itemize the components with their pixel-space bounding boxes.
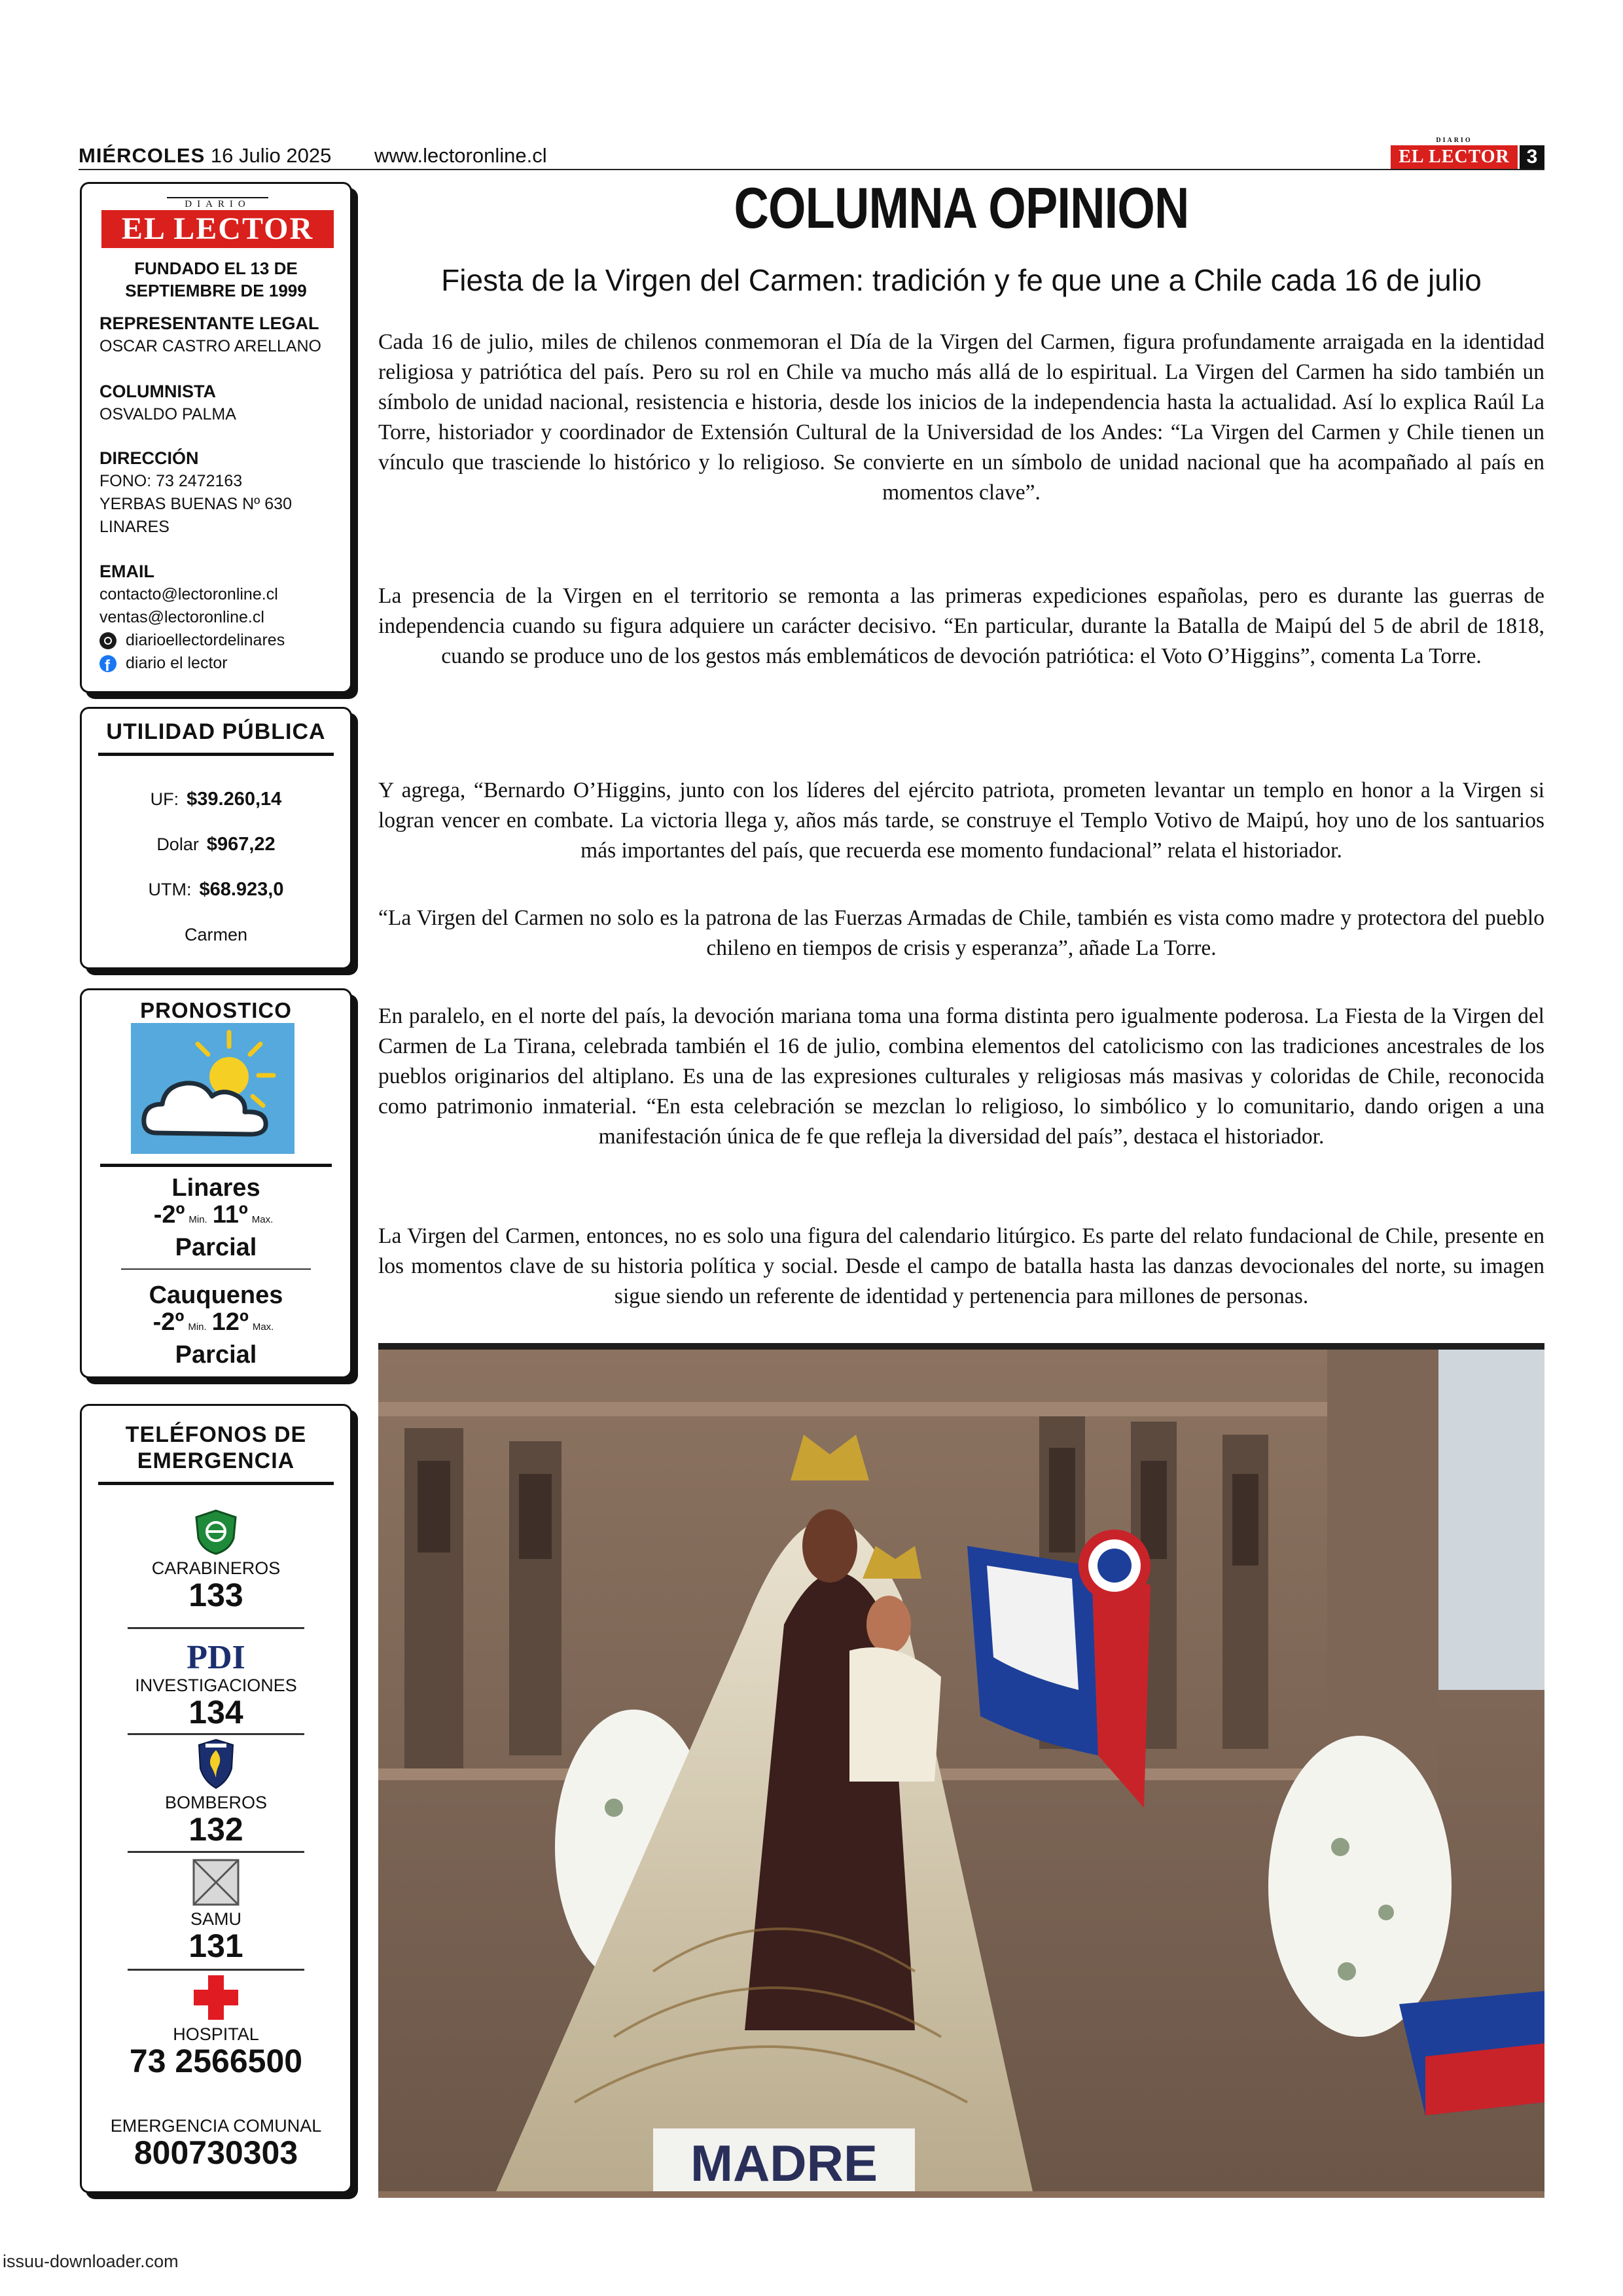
city-sky: Parcial — [175, 1234, 257, 1261]
hospital-number[interactable]: 73 2566500 — [129, 2043, 303, 2079]
direccion-phone: FONO: 73 2472163 — [99, 472, 243, 490]
header-weekday: MIÉRCOLES — [79, 144, 205, 167]
samu-number[interactable]: 131 — [188, 1928, 243, 1964]
logo-diario-tag: DIARIO — [167, 197, 268, 210]
telefonos-title — [82, 1422, 350, 1474]
uf-row — [82, 789, 350, 810]
direccion-label: DIRECCIÓN — [99, 448, 199, 468]
city-temps — [82, 1308, 350, 1341]
emergencia-comunal-number[interactable]: 800730303 — [134, 2134, 298, 2171]
uf-label: UF: — [150, 789, 179, 809]
city-name: Cauquenes — [149, 1282, 283, 1309]
pronostico-rule — [100, 1164, 332, 1167]
header-url[interactable]: www.lectoronline.cl — [374, 144, 547, 167]
samu-label: SAMU — [190, 1909, 241, 1929]
instagram-link[interactable] — [99, 629, 285, 652]
utilidad-rule — [98, 753, 334, 756]
temp-min: -2º — [153, 1201, 185, 1229]
email-contacto[interactable]: contacto@lectoronline.cl — [99, 585, 278, 603]
telefonos-title-line-1: TELÉFONOS DE — [125, 1422, 307, 1447]
facebook-link[interactable] — [99, 652, 285, 675]
telefonos-emergencia-box — [80, 1404, 352, 2193]
header-date-text: 16 Julio 2025 — [210, 144, 332, 167]
header-rule — [79, 169, 1544, 170]
uf-value: $39.260,14 — [187, 789, 282, 810]
investigaciones-label: INVESTIGACIONES — [135, 1676, 297, 1695]
samu-entry — [82, 1859, 350, 1963]
telefonos-title-line-2: EMERGENCIA — [137, 1448, 295, 1473]
columnista-name: OSVALDO PALMA — [99, 405, 236, 423]
emergencia-comunal-label: EMERGENCIA COMUNAL — [110, 2116, 322, 2136]
carabineros-entry — [82, 1509, 350, 1612]
hospital-label: HOSPITAL — [173, 2024, 259, 2044]
fundado-text — [82, 257, 350, 302]
instagram-handle: diarioellectordelinares — [126, 631, 285, 649]
email-section — [99, 560, 285, 675]
bomberos-number[interactable]: 132 — [188, 1811, 243, 1848]
email-label: EMAIL — [99, 562, 154, 581]
utilidad-publica-box — [80, 707, 352, 969]
header-logo-text: EL LECTOR — [1399, 147, 1510, 167]
red-cross-icon — [192, 1974, 240, 2021]
article-paragraph: Cada 16 de julio, miles de chilenos conmemoran el Día de la Virgen del Carmen, figura profundamente arraigada en la identidad religiosa y patriótica del país. Pero su rol en Chile va mucho más allá de lo espiritual. La Virgen del Carmen ha sido también un símbolo de unidad nacional, resistencia e historia, desde los inicios de la independencia hasta la actualidad. Así lo explica Raúl La Torre, historiador y coordinador de Extensión Cultural de la Universidad de los Andes: “La Virgen del Carmen y Chile tienen un vínculo que trasciende lo histórico y lo religioso. Se convierte en un símbolo de unidad nacional que ha acompañado al país en momentos clave”. — [378, 330, 1544, 505]
emergency-divider — [128, 1627, 304, 1629]
representante-label: REPRESENTANTE LEGAL — [99, 314, 319, 333]
temp-min: -2º — [152, 1308, 185, 1336]
representante-section — [99, 312, 321, 358]
hospital-entry — [82, 1974, 350, 2078]
utm-label: UTM: — [148, 880, 192, 899]
utilidad-title: UTILIDAD PÚBLICA — [106, 719, 326, 744]
article-paragraph: Y agrega, “Bernardo O’Higgins, junto con los líderes del ejército patriota, prometen levantar un templo en honor a la Virgen si logran vencer en combate. La victoria llega y, años más tarde, se construye el Templo Votivo de Maipú, hoy uno de los santuarios más importantes del país, que recuerda ese momento fundacional” relata el historiador. — [378, 778, 1544, 863]
header-logo-tag: DIARIO — [1436, 137, 1472, 144]
article-paragraph: La Virgen del Carmen, entonces, no es solo una figura del calendario litúrgico. Es parte del relato fundacional de Chile, presente en los momentos clave de su historia política y social. Desde el campo de batalla hasta las danzas devocionales del norte, su imagen sigue siendo un referente de identidad y pertenencia para millones de personas. — [378, 1224, 1544, 1308]
city-divider — [121, 1268, 311, 1270]
masthead-box — [80, 182, 352, 693]
pronostico-box — [80, 988, 352, 1378]
columnista-section — [99, 380, 236, 426]
direccion-street: YERBAS BUENAS Nº 630 — [99, 495, 292, 513]
el-lector-logo: EL LECTOR — [101, 210, 334, 248]
utm-row — [82, 879, 350, 901]
forecast-linares — [82, 1175, 350, 1261]
dolar-label: Dolar — [156, 834, 199, 854]
santo-del-dia: Carmen — [184, 925, 248, 944]
instagram-icon — [99, 632, 116, 649]
direccion-section — [99, 447, 292, 539]
pdi-logo-icon: PDI — [187, 1639, 245, 1676]
article-headline: Fiesta de la Virgen del Carmen: tradición y fe que une a Chile cada 16 de julio — [441, 263, 1482, 297]
email-ventas[interactable]: ventas@lectoronline.cl — [99, 608, 264, 626]
carabineros-label: CARABINEROS — [151, 1558, 281, 1578]
facebook-handle: diario el lector — [126, 654, 228, 672]
procession-photo-illustration — [378, 1350, 1544, 2191]
emergency-divider — [128, 1969, 304, 1971]
fundado-line-1: FUNDADO EL 13 DE — [134, 259, 298, 278]
dolar-value: $967,22 — [206, 834, 276, 855]
bomberos-shield-icon — [196, 1738, 236, 1789]
article-paragraph: La presencia de la Virgen en el territorio se remonta a las primeras expediciones españolas, pero es durante las guerras de independencia cuando su figura adquiere un carácter decisivo. “En particular, durante la Batalla de Maipú del 5 de abril de 1818, cuando se produce uno de los gestos más emblemáticos de devoción patriótica: el Voto O’Higgins”, comenta La Torre. — [378, 584, 1544, 668]
representante-name: OSCAR CASTRO ARELLANO — [99, 337, 321, 355]
temp-max: 12º — [211, 1308, 249, 1336]
partly-cloudy-icon — [131, 1023, 294, 1154]
section-title: COLUMNA OPINION — [734, 175, 1189, 240]
carabineros-badge-icon — [194, 1509, 238, 1555]
header-logo — [1391, 137, 1518, 169]
min-label: Min. — [188, 1214, 207, 1225]
city-name: Linares — [171, 1174, 260, 1202]
bomberos-entry — [82, 1738, 350, 1846]
pronostico-title: PRONOSTICO — [140, 998, 292, 1022]
city-sky: Parcial — [175, 1341, 257, 1369]
article-paragraph: “La Virgen del Carmen no solo es la patrona de las Fuerzas Armadas de Chile, también es vista como madre y protectora del pueblo chileno en tiempos de crisis y esperanza”, añade La Torre. — [378, 906, 1544, 960]
city-temps — [82, 1201, 350, 1234]
facebook-icon — [99, 655, 116, 672]
investigaciones-number[interactable]: 134 — [188, 1694, 243, 1731]
direccion-city: LINARES — [99, 518, 169, 536]
samu-placeholder-icon — [192, 1859, 240, 1906]
emergency-divider — [128, 1851, 304, 1853]
carabineros-number[interactable]: 133 — [188, 1577, 243, 1613]
footer-credit[interactable]: issuu-downloader.com — [3, 2251, 179, 2271]
utm-value: $68.923,0 — [199, 879, 284, 900]
fundado-line-2: SEPTIEMBRE DE 1999 — [125, 281, 307, 300]
emergencia-comunal-entry — [82, 2116, 350, 2170]
temp-max: 11º — [212, 1201, 248, 1229]
photo-flower-text: MADRE — [690, 2134, 878, 2191]
article-paragraph: En paralelo, en el norte del país, la devoción mariana toma una forma distinta pero igualmente poderosa. La Fiesta de la Virgen del Carmen de La Tirana, celebrada también el 16 de julio, combina elementos del catolicismo con las tradiciones ancestrales de los pueblos originarios del altiplano. Es una de las expresiones culturales y religiosas más masivas y coloridas de Chile, reconocida como patrimonio inmaterial. “En esta celebración se mezclan lo religioso, lo simbólico y lo comunitario, dando origen a una manifestación única de fe que refleja la diversidad del país”, destaca el historiador. — [378, 1004, 1544, 1149]
dolar-row — [82, 834, 350, 855]
telefonos-rule — [98, 1482, 334, 1485]
max-label: Max. — [251, 1214, 274, 1225]
columnista-label: COLUMNISTA — [99, 382, 216, 401]
page-number: 3 — [1520, 145, 1544, 169]
min-label: Min. — [188, 1321, 207, 1333]
forecast-cauquenes — [82, 1282, 350, 1369]
investigaciones-entry — [82, 1640, 350, 1729]
bomberos-label: BOMBEROS — [164, 1793, 268, 1812]
max-label: Max. — [252, 1321, 274, 1333]
emergency-divider — [128, 1733, 304, 1735]
article-photo — [378, 1343, 1544, 2198]
header-date — [79, 144, 331, 168]
